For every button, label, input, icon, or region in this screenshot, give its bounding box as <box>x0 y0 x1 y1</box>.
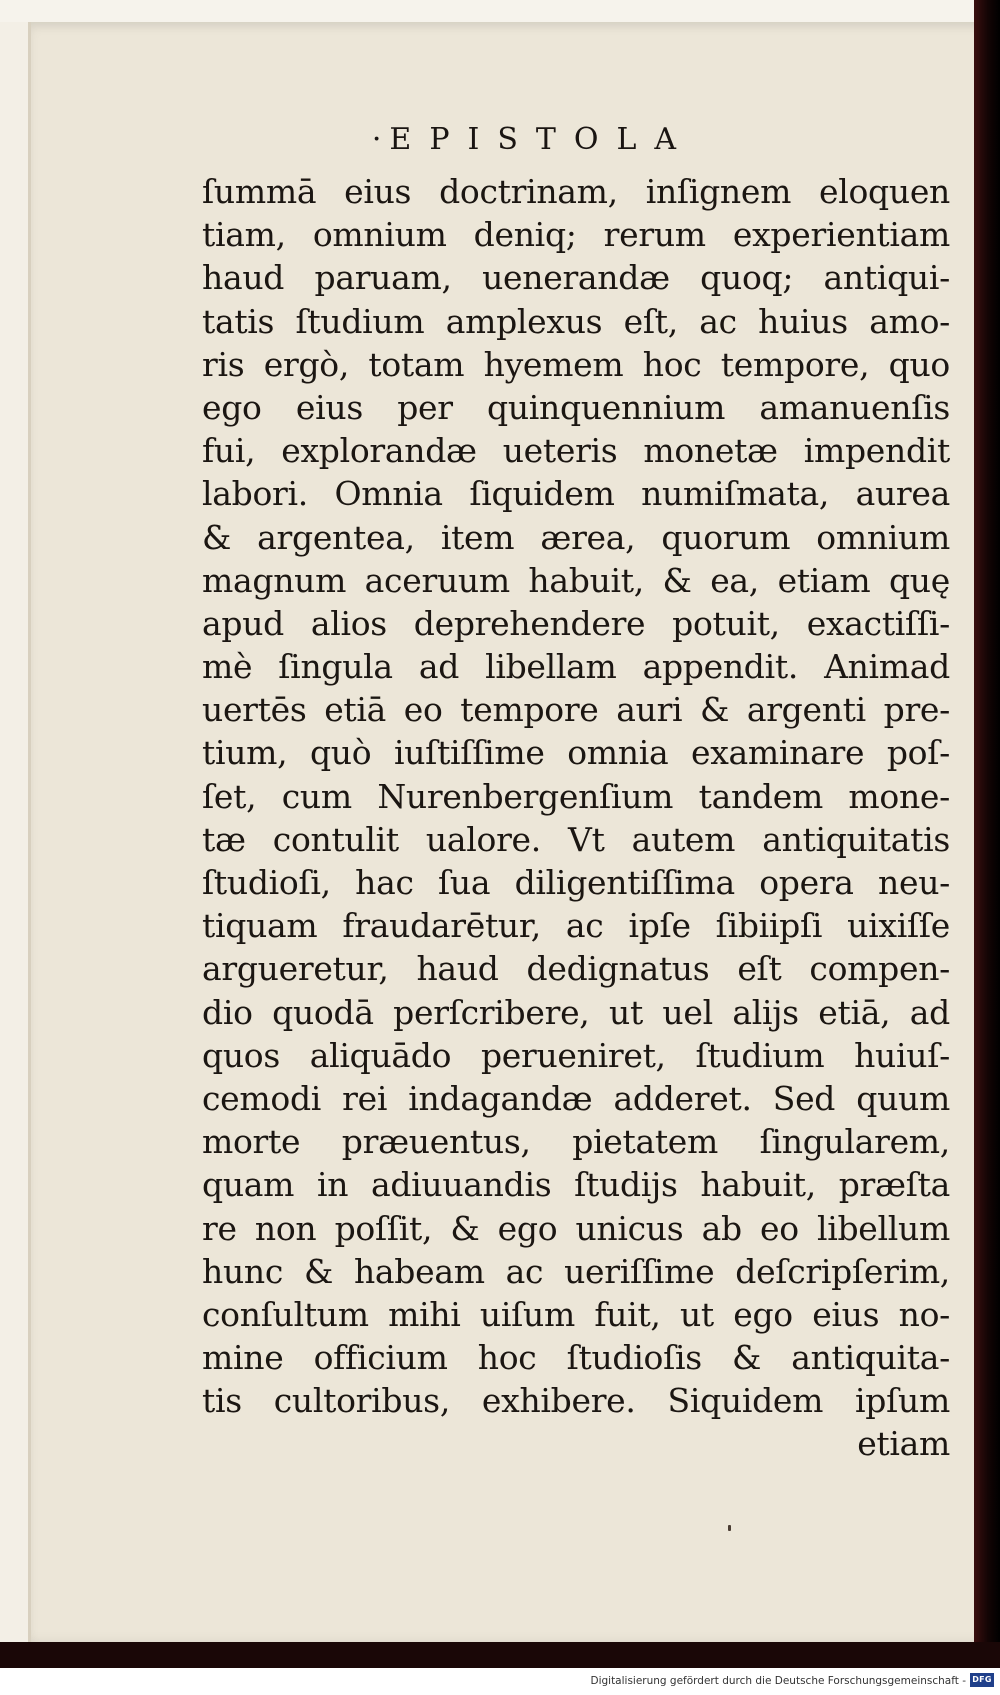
funding-credit: Digitalisierung gefördert durch die Deutsche Forschungsgemeinschaft - <box>590 1675 966 1687</box>
text-line: quos aliquādo perueniret, ſtudium huiuſ- <box>202 1035 950 1075</box>
bottom-edge <box>0 1642 1000 1668</box>
book-page <box>28 22 995 1642</box>
text-line: uertēs etiā eo tempore auri & argenti pre- <box>202 690 950 730</box>
text-line: morte præuentus, pietatem ſingularem, <box>202 1122 950 1162</box>
text-line: conſultum mihi uiſum fuit, ut ego eius no- <box>202 1294 950 1334</box>
text-line: apud alios deprehendere potuit, exactiſſi- <box>202 603 950 643</box>
text-line: tium, quò iuſtiſſime omnia examinare poſ- <box>202 733 950 773</box>
top-margin <box>0 0 1000 22</box>
running-title-text: EPISTOLA <box>389 122 695 157</box>
text-line: haud paruam, uenerandæ quoq; antiqui- <box>202 258 950 298</box>
text-line: labori. Omnia ſiquidem numiſmata, aurea <box>202 474 950 514</box>
head-mark: · <box>371 122 382 157</box>
text-line: ſet, cum Nurenbergenſium tandem mone- <box>202 776 950 816</box>
text-line: ris ergò, totam hyemem hoc tempore, quo <box>202 344 950 384</box>
text-line: tæ contulit ualore. Vt autem antiquitatis <box>202 819 950 859</box>
catchword: etiam <box>857 1424 950 1464</box>
text-line: hunc & habeam ac ueriſſime deſcripſerim, <box>202 1251 950 1291</box>
text-line: tis cultoribus, exhibere. Siquidem ipſum <box>202 1381 950 1421</box>
binding-edge <box>974 0 1000 1695</box>
text-line: tiquam fraudarētur, ac ipſe ſibiipſi uixiſſe <box>202 906 950 946</box>
text-line: cemodi rei indagandæ adderet. Sed quum <box>202 1078 950 1118</box>
dfg-logo-icon: DFG <box>970 1673 994 1687</box>
text-line: tatis ſtudium amplexus eſt, ac huius amo- <box>202 301 950 341</box>
text-line: quam in adiuuandis ſtudijs habuit, præſta <box>202 1165 950 1205</box>
text-line: ego eius per quinquennium amanuenſis <box>202 387 950 427</box>
footer-bar <box>0 1668 1000 1695</box>
text-line: re non poſſit, & ego unicus ab eo libellum <box>202 1208 950 1248</box>
ink-speck <box>728 1525 731 1531</box>
running-title <box>31 122 995 157</box>
text-line: mine officium hoc ſtudioſis & antiquita- <box>202 1338 950 1378</box>
text-line: fui, explorandæ ueteris monetæ impendit <box>202 431 950 471</box>
text-line: argueretur, haud dedignatus eſt compen- <box>202 949 950 989</box>
text-line: mè ſingula ad libellam appendit. Animad <box>202 647 950 687</box>
text-line: & argentea, item ærea, quorum omnium <box>202 517 950 557</box>
text-block <box>202 170 950 1466</box>
text-line: dio quodā perſcribere, ut uel alijs etiā, ad <box>202 992 950 1032</box>
text-line: ſummā eius doctrinam, inſignem eloquen <box>202 172 950 211</box>
text-line: ſtudioſi, hac ſua diligentiſſima opera neu- <box>202 863 950 902</box>
text-line: magnum aceruum habuit, & ea, etiam quę <box>202 560 950 600</box>
text-line: tiam, omnium deniq; rerum experientiam <box>202 215 950 255</box>
